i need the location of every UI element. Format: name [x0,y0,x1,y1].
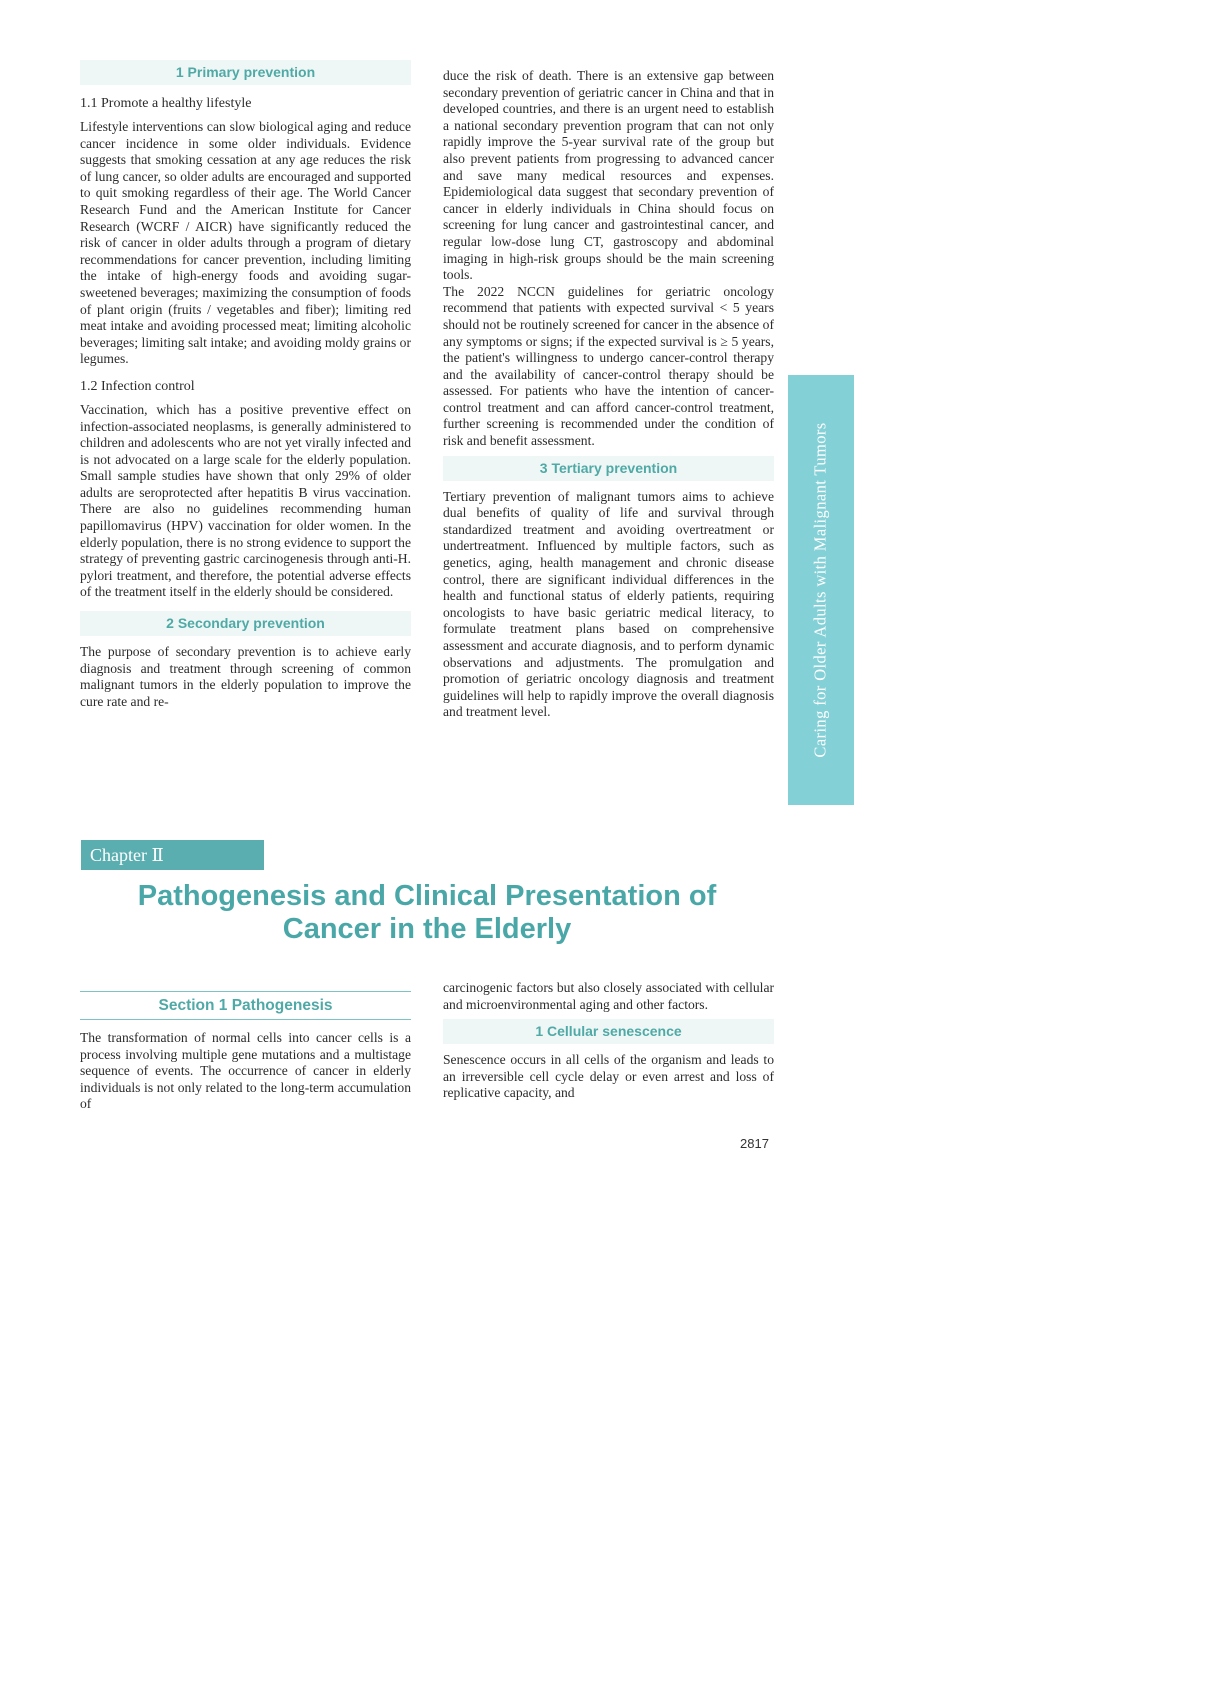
paragraph-secondary-continued: duce the risk of death. There is an extensive gap between secondary prevention of geriatric cancer in China and that in developed countries, and there is an urgent need to establish a national secondary prevention program that can not only rapidly improve the 5-year survival rate of the group but also prevent patients from progressing to advanced cancer and save many medical resources and expenses. Epidemiological data suggest that secondary prevention of cancer in elderly individuals in China should focus on screening for lung cancer and gastrointestinal cancer, and regular low-dose lung CT, gastroscopy and abdominal imaging in high-risk groups should be the main screening tools. [443,68,774,283]
section-heading-tertiary-prevention: 3 Tertiary prevention [443,456,774,481]
section-heading-pathogenesis: Section 1 Pathogenesis [80,991,411,1020]
paragraph-nccn-guidelines: The 2022 NCCN guidelines for geriatric oncology recommend that patients with expected survival < 5 years should not be routinely screened for cancer in the absence of any symptoms or signs; if the expected survival is ≥ 5 years, the patient's willingness to undergo cancer-control therapy and the availability of cancer-control therapy should be assessed. For patients who have the intention of cancer-control treatment and can afford cancer-control treatment, further screening is recommended under the condition of risk and benefit assessment. [443,283,774,449]
lower-left-column [80,1030,411,1113]
paragraph-carcinogenic-factors: carcinogenic factors but also closely associated with cellular and microenvironmental aging and other factors. [443,980,774,1012]
subheading-healthy-lifestyle: 1.1 Promote a healthy lifestyle [80,96,252,111]
chapter-title-line-2: Cancer in the Elderly [282,913,572,945]
subsection-heading-cellular-senescence: 1 Cellular senescence [443,1019,774,1044]
page-number: 2817 [740,1136,769,1151]
upper-right-column [443,68,774,721]
chapter-label: Chapter Ⅱ [81,840,264,870]
paragraph-transformation: The transformation of normal cells into cancer cells is a process involving multiple gene mutations and a multistage sequence of events. The occurrence of cancer in elderly individuals is not only related to the long-term accumulation of [80,1030,411,1112]
chapter-title-line-1: Pathogenesis and Clinical Presentation of [137,880,717,912]
section-heading-primary-prevention: 1 Primary prevention [80,60,411,85]
side-tab-label: Caring for Older Adults with Malignant Tumors [811,422,831,758]
section-heading-secondary-prevention: 2 Secondary prevention [80,611,411,636]
paragraph-tertiary: Tertiary prevention of malignant tumors aims to achieve dual benefits of quality of life and survival through standardized treatment and avoiding overtreatment or undertreatment. Influenced by multiple factors, such as genetics, aging, health management and chronic disease control, there are significant individual differences in the health and functional status of elderly patients, requiring oncologists to have basic geriatric medical literacy, to formulate treatment plans based on comprehensive assessment and accurate diagnosis, and to perform dynamic observations and adjustments. The promulgation and promotion of geriatric oncology diagnosis and treatment guidelines will help to rapidly improve the overall diagnosis and treatment level. [443,488,774,720]
paragraph-secondary-purpose: The purpose of secondary prevention is to achieve early diagnosis and treatment through screening of common malignant tumors in the elderly population to improve the cure rate and re- [80,644,411,709]
side-tab [788,375,854,805]
paragraph-vaccination: Vaccination, which has a positive preventive effect on infection-associated neoplasms, is generally administered to children and adolescents who are not yet virally infected and is not advocated on a large scale for the elderly population. Small sample studies have shown that only 29% of older adults are seroprotected after hepatitis B virus vaccination. There are also no guidelines recommending human papillomavirus (HPV) vaccination for older women. In the elderly population, there is no strong evidence to support the strategy of preventing gastric carcinogenesis through anti-H. pylori treatment, and therefore, the potential adverse effects of the treatment itself in the elderly should be considered. [80,401,411,600]
paragraph-senescence: Senescence occurs in all cells of the organism and leads to an irreversible cell cycle delay or even arrest and loss of replicative capacity, and [443,1052,774,1101]
chapter-title [80,880,774,946]
paragraph-lifestyle: Lifestyle interventions can slow biological aging and reduce cancer incidence in some older individuals. Evidence suggests that smoking cessation at any age reduces the risk of lung cancer, so older adults are encouraged and supported to quit smoking regardless of their age. The World Cancer Research Fund and the American Institute for Cancer Research (WCRF / AICR) have significantly reduced the risk of cancer in older adults through a program of dietary recommendations for cancer prevention, including limiting the intake of high-energy foods and avoiding sugar-sweetened beverages; maximizing the consumption of foods of plant origin (fruits / vegetables and fiber); limiting red meat intake and avoiding processed meat; limiting alcoholic beverages; limiting salt intake; and avoiding moldy grains or legumes. [80,119,411,367]
subheading-infection-control: 1.2 Infection control [80,378,195,394]
upper-left-column [80,60,411,710]
lower-right-column [443,980,774,1102]
